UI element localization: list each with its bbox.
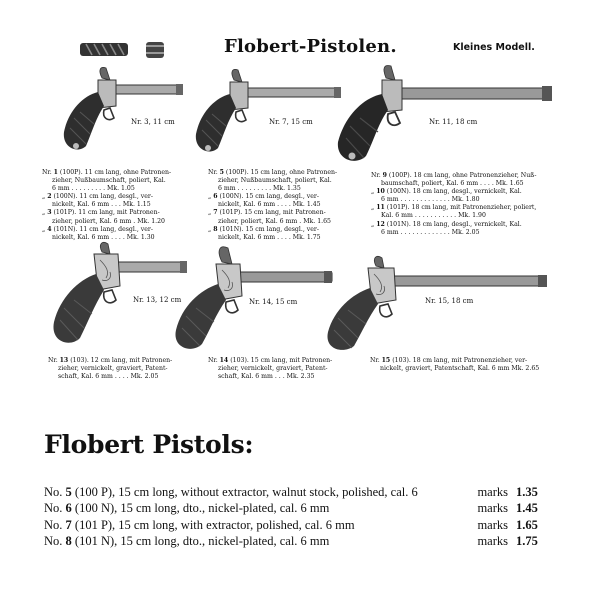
description-nr-13 [48,357,200,381]
description-entry [371,221,561,237]
entry-line: nickelt, Kal. 6 mm . . . . Mk. 1.75 [218,233,321,241]
entry-prefix: „ [208,193,214,201]
entry-prefix: Nr. [208,169,220,176]
entry-line: (101P). 15 cm lang, mit Patronen- [217,209,326,217]
pistol-label: Nr. 7, 15 cm [269,118,313,126]
entry-number: 12 [376,220,385,228]
entry-line: nickelt, Kal. 6 mm . . . . Mk. 1.30 [52,233,155,241]
price-value: 1.65 [516,517,538,532]
entry-line: nickelt, Kal. 6 mm . . . Mk. 1.15 [52,201,151,209]
entry-number: 6 [213,193,218,201]
entry-line: (100N). 11 cm lang, desgl., ver- [51,193,153,201]
description-entry [42,193,210,209]
entry-number: 14 [219,357,229,364]
currency-label: marks [477,517,508,532]
entry-line: (103). 12 cm lang, mit Patronen- [68,357,173,364]
description-entry [208,193,360,209]
entry-number: 7 [213,209,218,217]
description-entry [48,357,200,381]
entry-line: (101P). 18 cm lang, mit Patronenzieher, poliert, [384,204,537,212]
entry-prefix: „ [371,204,377,212]
entry-line: (103). 15 cm lang, mit Patronen- [228,357,333,364]
entry-line: 6 mm . . . . . . . . . . . . . Mk. 2.05 [381,228,480,236]
entry-line: (101P). 11 cm lang, mit Patronen- [51,209,160,217]
entry-prefix: „ [208,209,214,217]
entry-number: 13 [59,357,69,364]
entry-line: (100N). 18 cm lang, desgl., vernickelt, Kal. [384,188,522,196]
description-column-2 [208,169,360,242]
entry-prefix: „ [42,225,48,233]
entry-number: 15 [381,357,391,364]
item-description: No. 8 (101 N), 15 cm long, dto., nickel-plated, cal. 6 mm [44,534,330,549]
entry-number: 3 [47,209,52,217]
entry-line: zieher, vernickelt, graviert, Patent- [218,365,328,373]
description-entry [208,209,360,225]
entry-line: (103). 18 cm lang, mit Patronenzieher, ver- [390,357,528,364]
description-entry [208,226,360,242]
table-row [44,501,554,518]
entry-prefix: Nr. [208,357,220,364]
price-table [44,484,554,550]
description-nr-15 [370,357,560,373]
entry-prefix: „ [371,220,377,228]
description-column-1 [42,169,210,242]
entry-prefix: Nr. [42,169,54,176]
entry-line: Kal. 6 mm . . . . . . . . . . . Mk. 1.90 [381,212,486,220]
entry-line: 6 mm . . . . . . . . . Mk. 1.05 [52,185,135,193]
entry-number: 5 [219,169,224,176]
description-column-3 [371,172,561,237]
description-nr-14 [208,357,358,381]
entry-line: schaft, Kal. 6 mm . . . . Mk. 2.05 [58,373,159,381]
pistol-label: Nr. 14, 15 cm [249,298,298,306]
entry-line: (101N). 15 cm lang, desgl., ver- [217,225,319,233]
description-entry [371,172,561,188]
item-description: No. 7 (101 P), 15 cm long, with extractor, polished, cal. 6 mm [44,517,355,532]
entry-line: zieher, poliert, Kal. 6 mm . Mk. 1.65 [218,217,331,225]
table-row [44,517,554,534]
description-entry [42,209,210,225]
description-entry [208,357,358,381]
entry-prefix: „ [42,193,48,201]
pistol-nr-15-illustration [312,258,552,358]
description-entry [208,169,360,193]
entry-prefix: „ [371,188,377,196]
catalog-title: Flobert-Pistolen. [224,36,397,57]
description-entry [42,226,210,242]
cartridges-illustration [78,38,178,62]
catalog-subtitle: Kleines Modell. [453,42,535,53]
price-value: 1.45 [516,501,538,516]
entry-number: 1 [53,169,58,176]
entry-prefix: Nr. [48,357,60,364]
description-entry [371,188,561,204]
table-row [44,534,554,551]
entry-line: zieher, Nußbaumschaft, poliert, Kal. [218,177,332,185]
entry-line: (100N). 15 cm lang, desgl., ver- [217,193,319,201]
pistol-label: Nr. 11, 18 cm [429,118,478,126]
entry-line: nickelt, Kal. 6 mm . . . . Mk. 1.45 [218,201,321,209]
currency-label: marks [477,484,508,499]
entry-line: (100P). 18 cm lang, ohne Patronenzieher, Nuß- [386,172,537,179]
entry-line: nickelt, graviert, Patentschaft, Kal. 6 mm Mk. 2.65 [380,365,540,373]
pistol-nr-3-illustration [52,66,192,166]
description-entry [371,204,561,220]
entry-prefix: Nr. [370,357,382,364]
entry-number: 4 [47,225,52,233]
entry-line: (101N). 11 cm lang, desgl., ver- [51,225,153,233]
entry-prefix: Nr. [371,172,383,179]
currency-label: marks [477,501,508,516]
entry-number: 9 [382,172,387,179]
entry-line: 6 mm . . . . . . . . . . . . . Mk. 1.80 [381,196,480,204]
item-description: No. 5 (100 P), 15 cm long, without extractor, walnut stock, polished, cal. 6 [44,484,418,499]
translation-heading: Flobert Pistols: [44,430,254,459]
entry-line: schaft, Kal. 6 mm . . . Mk. 2.35 [218,373,315,381]
pistol-label: Nr. 15, 18 cm [425,297,474,305]
price-value: 1.75 [516,534,538,549]
description-entry [370,357,560,373]
entry-line: zieher, poliert, Kal. 6 mm . Mk. 1.20 [52,217,165,225]
entry-number: 11 [376,204,385,212]
price-value: 1.35 [516,484,538,499]
pistol-label: Nr. 3, 11 cm [131,118,175,126]
description-entry [42,169,210,193]
entry-line: (100P). 15 cm lang, ohne Patronen- [223,169,338,176]
entry-line: (100P). 11 cm lang, ohne Patronen- [57,169,172,176]
entry-number: 10 [376,188,385,196]
table-row [44,484,554,501]
currency-label: marks [477,534,508,549]
entry-line: 6 mm . . . . . . . . . Mk. 1.35 [218,185,301,193]
entry-line: (101N). 18 cm lang, desgl., vernickelt, Kal. [384,220,522,228]
pistol-nr-7-illustration [186,66,346,166]
entry-line: baumschaft, poliert, Kal. 6 mm . . . . Mk. 1.65 [381,180,524,188]
entry-line: zieher, vernickelt, graviert, Patent- [58,365,168,373]
entry-number: 8 [213,225,218,233]
entry-line: zieher, Nußbaumschaft, poliert, Kal. [52,177,166,185]
pistol-label: Nr. 13, 12 cm [133,296,182,304]
item-description: No. 6 (100 N), 15 cm long, dto., nickel-plated, cal. 6 mm [44,501,330,516]
entry-prefix: „ [208,225,214,233]
entry-number: 2 [47,193,52,201]
entry-prefix: „ [42,209,48,217]
